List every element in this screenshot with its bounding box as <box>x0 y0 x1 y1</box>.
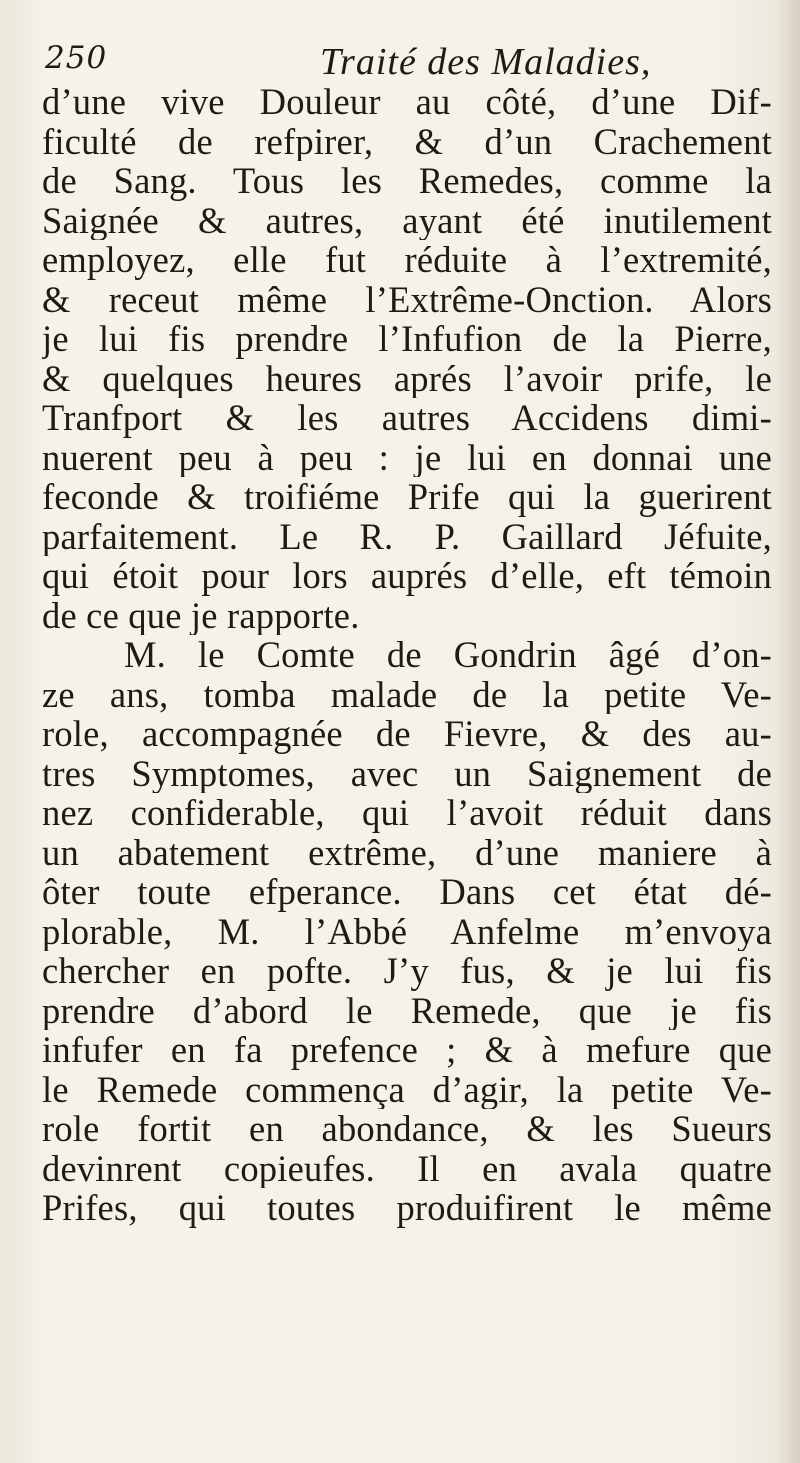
paragraph-2 <box>42 635 772 1228</box>
page-number: 250 <box>45 40 108 76</box>
text-line: d’une vive Douleur au côté, d’une Dif- <box>42 82 772 122</box>
text-line: un abatement extrême, d’une maniere à <box>42 832 772 872</box>
text-line: & receut même l’Extrême-Onction. Alors <box>42 279 772 319</box>
text-line: infufer en fa prefence ; & à mefure que <box>42 1030 772 1070</box>
page-edge-shadow <box>776 0 800 1463</box>
text-line: je lui fis prendre l’Infufion de la Pierre, <box>42 319 772 359</box>
text-line: ficulté de refpirer, & d’un Crachement <box>42 121 772 161</box>
text-line: parfaitement. Le R. P. Gaillard Jéfuite, <box>42 516 772 556</box>
paragraph-1 <box>42 82 772 635</box>
text-line: nez confiderable, qui l’avoit réduit dans <box>42 793 772 833</box>
text-line: de Sang. Tous les Remedes, comme la <box>42 161 772 201</box>
text-line: & quelques heures aprés l’avoir prife, le <box>42 358 772 398</box>
text-line: role, accompagnée de Fievre, & des au- <box>42 714 772 754</box>
text-line: ôter toute efperance. Dans cet état dé- <box>42 872 772 912</box>
text-line: le Remede commença d’agir, la petite Ve- <box>42 1069 772 1109</box>
text-line: Prifes, qui toutes produifirent le même <box>42 1188 772 1228</box>
running-title: Traité des Maladies, <box>320 41 652 83</box>
body-text <box>42 82 772 1228</box>
text-line: Saignée & autres, ayant été inutilement <box>42 200 772 240</box>
text-line: devinrent copieufes. Il en avala quatre <box>42 1148 772 1188</box>
text-line: tres Symptomes, avec un Saignement de <box>42 753 772 793</box>
text-line: prendre d’abord le Remede, que je fis <box>42 990 772 1030</box>
text-line: qui étoit pour lors auprés d’elle, eft témoin <box>42 556 772 596</box>
text-line: M. le Comte de Gondrin âgé d’on- <box>124 635 772 675</box>
text-line: feconde & troifiéme Prife qui la guerirent <box>42 477 772 517</box>
text-line: chercher en pofte. J’y fus, & je lui fis <box>42 951 772 991</box>
text-line: ze ans, tomba malade de la petite Ve- <box>42 674 772 714</box>
text-line: role fortit en abondance, & les Sueurs <box>42 1109 772 1149</box>
text-line: plorable, M. l’Abbé Anfelme m’envoya <box>42 911 772 951</box>
text-line: employez, elle fut réduite à l’extremité, <box>42 240 772 280</box>
text-line: Tranfport & les autres Accidens dimi- <box>42 398 772 438</box>
text-line: nuerent peu à peu : je lui en donnai une <box>42 437 772 477</box>
text-line: de ce que je rapporte. <box>42 595 360 635</box>
